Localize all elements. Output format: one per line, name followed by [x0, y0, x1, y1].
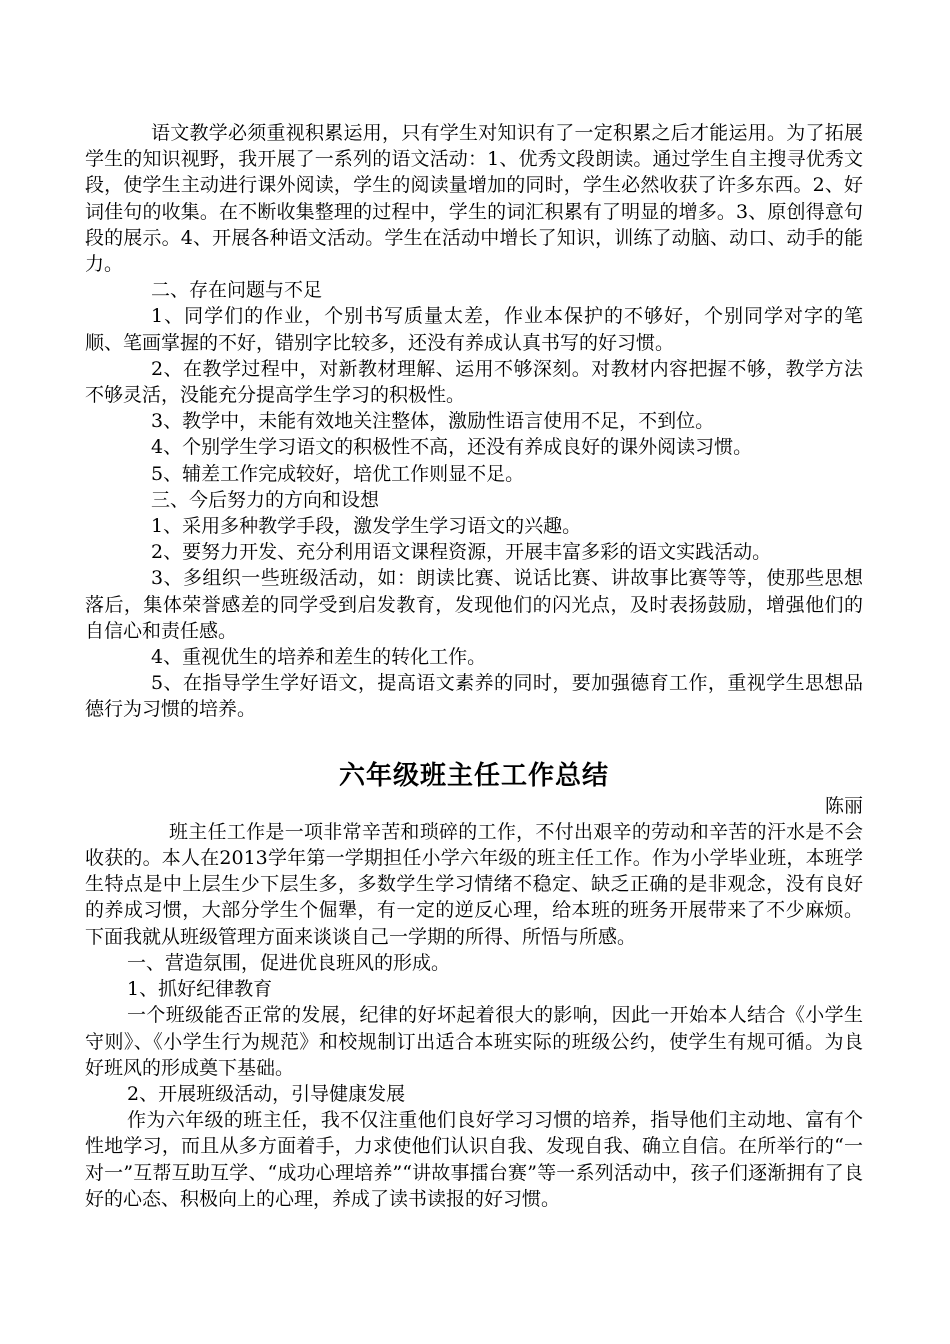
document-page — [85, 120, 863, 1212]
document-title: 六年级班主任工作总结 — [338, 760, 609, 791]
paragraph: 5、在指导学生学好语文，提高语文素养的同时，要加强德育工作，重视学生思想品德行为习惯的培养。 — [85, 672, 863, 721]
paragraph: 4、重视优生的培养和差生的转化工作。 — [151, 646, 487, 669]
paragraph: 2、要努力开发、充分利用语文课程资源，开展丰富多彩的语文实践活动。 — [151, 541, 772, 564]
paragraph: 5、辅差工作完成较好，培优工作则显不足。 — [151, 462, 525, 485]
paragraph: 4、个别学生学习语文的积极性不高，还没有养成良好的课外阅读习惯。 — [151, 436, 753, 459]
paragraph: 作为六年级的班主任，我不仅注重他们良好学习习惯的培养，指导他们主动地、富有个性地学习，而且从多方面着手，力求使他们认识自我、发现自我、确立自信。在所举行的“一对一”互帮互助互学、“成功心理培养”“讲故事擂台赛”等一系列活动中，孩子们逐渐拥有了良好的心态、积极向上的心理，养成了读书读报的好习惯。 — [85, 1109, 863, 1210]
paragraph: 3、多组织一些班级活动，如：朗读比赛、说话比赛、讲故事比赛等等，使那些思想落后，集体荣誉感差的同学受到启发教育，发现他们的闪光点，及时表扬鼓励，增强他们的自信心和责任感。 — [85, 567, 863, 642]
section-heading: 一、营造氛围，促进优良班风的形成。 — [127, 951, 451, 974]
paragraph: 一个班级能否正常的发展，纪律的好坏起着很大的影响，因此一开始本人结合《小学生守则》、《小学生行为规范》和校规制订出适合本班实际的班级公约，使学生有规可循。为良好班风的形成奠下基础。 — [85, 1004, 863, 1079]
subsection-heading: 2、开展班级活动，引导健康发展 — [127, 1082, 406, 1105]
author-name: 陈丽 — [824, 794, 863, 817]
paragraph: 1、采用多种教学手段，激发学生学习语文的兴趣。 — [151, 515, 582, 538]
subsection-heading: 1、抓好纪律教育 — [127, 978, 273, 1001]
section-heading: 二、存在问题与不足 — [151, 279, 323, 302]
paragraph: 3、教学中，未能有效地关注整体，激励性语言使用不足，不到位。 — [151, 410, 715, 433]
paragraph: 2、在教学过程中，对新教材理解、运用不够深刻。对教材内容把握不够，教学方法不够灵活，没能充分提高学生学习的积极性。 — [85, 357, 863, 407]
paragraph: 1、同学们的作业，个别书写质量太差，作业本保护的不够好，个别同学对字的笔顺、笔画掌握的不好，错别字比较多，还没有养成认真书写的好习惯。 — [85, 305, 863, 354]
paragraph: 语文教学必须重视积累运用，只有学生对知识有了一定积累之后才能运用。为了拓展学生的知识视野，我开展了一系列的语文活动：1、优秀文段朗读。通过学生自主搜寻优秀文段，使学生主动进行课外阅读，学生的阅读量增加的同时，学生必然收获了许多东西。2、好词佳句的收集。在不断收集整理的过程中，学生的词汇积累有了明显的增多。3、原创得意句段的展示。4、开展各种语文活动。学生在活动中增长了知识，训练了动脑、动口、动手的能力。 — [85, 122, 863, 276]
section-heading: 三、今后努力的方向和设想 — [151, 488, 380, 511]
intro-paragraph: 班主任工作是一项非常辛苦和琐碎的工作，不付出艰辛的劳动和辛苦的汗水是不会收获的。本人在2013学年第一学期担任小学六年级的班主任工作。作为小学毕业班，本班学生特点是中上层生少下层生多，多数学生学习情绪不稳定、缺乏正确的是非观念，没有良好的养成习惯，大部分学生个倔犟，有一定的逆反心理，给本班的班务开展带来了不少麻烦。下面我就从班级管理方面来谈谈自己一学期的所得、所悟与所感。 — [85, 820, 863, 948]
